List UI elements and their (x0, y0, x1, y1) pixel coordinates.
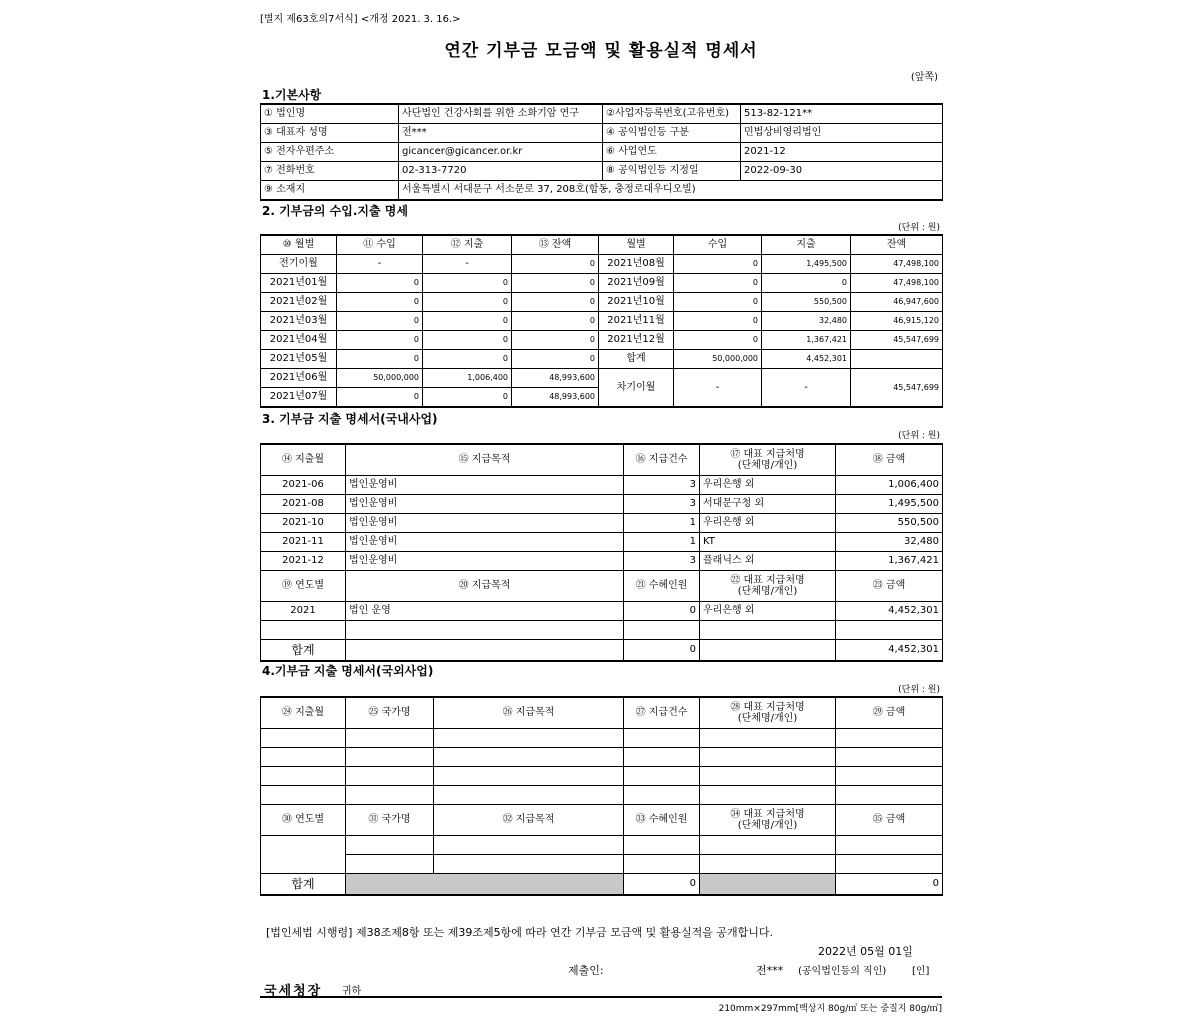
total-label: 합계 (261, 640, 346, 662)
total-label: 합계 (599, 350, 674, 369)
expense-cell: - (423, 255, 512, 274)
table-row (261, 104, 943, 124)
field-value: 민법상비영리법인 (741, 124, 943, 143)
header-cell: ⑳ 지급목적 (346, 571, 624, 602)
header-line: ㉒ 대표 지급처명 (730, 575, 805, 586)
header-cell: 지출 (762, 235, 851, 255)
table-row (261, 274, 943, 293)
carryover-label: 차기이월 (599, 369, 674, 408)
table-row (261, 369, 943, 388)
header-cell: ⑮ 지급목적 (346, 444, 624, 476)
month-cell: 2021년09월 (599, 274, 674, 293)
empty-cell (700, 621, 836, 640)
table-row (261, 552, 943, 571)
balance-cell: 0 (512, 255, 599, 274)
seal-mark: [인] (912, 966, 930, 977)
month-cell: 2021년10월 (599, 293, 674, 312)
month-cell: 2021-08 (261, 495, 346, 514)
header-cell: ㉚ 연도별 (261, 805, 346, 836)
count-cell: 1 (624, 514, 700, 533)
header-cell (700, 571, 836, 602)
submission-date: 2022년 05월 01일 (818, 945, 913, 958)
table-row (261, 621, 943, 640)
total-count: 0 (624, 640, 700, 662)
legal-statement: [법인세법 시행령] 제38조제8항 또는 제39조제5항에 따라 연간 기부금 모금액 및 활용실적을 공개합니다. (266, 926, 773, 939)
expense-cell: 0 (423, 331, 512, 350)
income-cell: - (674, 369, 762, 408)
balance-cell: 0 (512, 293, 599, 312)
income-cell: 0 (337, 293, 423, 312)
amount-cell: 550,500 (836, 514, 943, 533)
empty-cell (346, 640, 624, 662)
expense-cell: - (762, 369, 851, 408)
header-cell: ㉙ 금액 (836, 697, 943, 729)
submitter-role: (공익법인등의 직인) (798, 966, 887, 977)
month-cell: 2021년01월 (261, 274, 337, 293)
header-line: (단체명/개인) (737, 460, 798, 471)
total-row (261, 874, 943, 896)
addressee: 국세청장 (264, 984, 323, 999)
expense-cell: 1,006,400 (423, 369, 512, 388)
section4-title: 4.기부금 지출 명세서(국외사업) (262, 664, 434, 678)
front-side-label: (앞쪽) (910, 72, 938, 83)
income-cell: 0 (674, 312, 762, 331)
balance-cell: 48,993,600 (512, 388, 599, 408)
balance-cell: 47,498,100 (851, 274, 943, 293)
expense-cell: 0 (762, 274, 851, 293)
header-cell: ㉑ 수혜인원 (624, 571, 700, 602)
balance-cell: 47,498,100 (851, 255, 943, 274)
amount-cell: 1,367,421 (836, 552, 943, 571)
total-row (261, 640, 943, 662)
year-cell: 2021 (261, 602, 346, 621)
expense-cell: 1,495,500 (762, 255, 851, 274)
field-label: ⑨ 소재지 (261, 181, 399, 201)
month-cell: 2021-11 (261, 533, 346, 552)
balance-cell: 46,947,600 (851, 293, 943, 312)
header-cell: ㉔ 지출월 (261, 697, 346, 729)
section2-title: 2. 기부금의 수입.지출 명세 (262, 204, 408, 218)
field-value: 사단법인 건강사회를 위한 소화기암 연구 (399, 104, 603, 124)
field-label: ③ 대표자 성명 (261, 124, 399, 143)
table-row (261, 476, 943, 495)
shaded-cell (700, 874, 836, 896)
header-cell (700, 805, 836, 836)
header-cell: 월별 (599, 235, 674, 255)
section3-title: 3. 기부금 지출 명세서(국내사업) (262, 412, 438, 426)
month-cell: 2021년11월 (599, 312, 674, 331)
header-cell: ⑬ 잔액 (512, 235, 599, 255)
payee-cell: 우리은행 외 (700, 514, 836, 533)
total-label: 합계 (261, 874, 346, 896)
table-row (261, 293, 943, 312)
payee-cell: KT (700, 533, 836, 552)
income-cell: 0 (337, 331, 423, 350)
expense-cell: 32,480 (762, 312, 851, 331)
header-cell: ⑩ 월별 (261, 235, 337, 255)
income-expense-table (260, 234, 943, 408)
month-cell: 2021-10 (261, 514, 346, 533)
header-cell: ⑫ 지출 (423, 235, 512, 255)
header-cell: ⑱ 금액 (836, 444, 943, 476)
submitter-label: 제출인: (568, 964, 604, 977)
amount-cell: 32,480 (836, 533, 943, 552)
shaded-cell (346, 874, 624, 896)
count-cell: 3 (624, 552, 700, 571)
basic-info-table (260, 103, 943, 201)
unit-label: (단위 : 원) (898, 223, 940, 233)
table-row (261, 748, 943, 767)
expense-cell: 0 (423, 293, 512, 312)
month-cell: 2021년08월 (599, 255, 674, 274)
unit-label: (단위 : 원) (898, 431, 940, 441)
header-cell: ⑭ 지출월 (261, 444, 346, 476)
form-reference: [별지 제63호의7서식] <개정 2021. 3. 16.> (260, 14, 461, 25)
count-cell: 1 (624, 533, 700, 552)
table-row (261, 255, 943, 274)
table-header-row (261, 235, 943, 255)
income-cell: 50,000,000 (337, 369, 423, 388)
field-value: 2022-09-30 (741, 162, 943, 181)
month-cell: 2021년02월 (261, 293, 337, 312)
field-value: 서울특별시 서대문구 서소문로 37, 208호(합동, 충정로대우디오빌) (399, 181, 943, 201)
empty-cell (700, 640, 836, 662)
amount-cell: 1,006,400 (836, 476, 943, 495)
page-title: 연간 기부금 모금액 및 활용실적 명세서 (444, 41, 758, 61)
month-cell: 2021-06 (261, 476, 346, 495)
table-row (261, 729, 943, 748)
count-cell: 3 (624, 476, 700, 495)
payee-cell: 우리은행 외 (700, 476, 836, 495)
addressee-suffix: 귀하 (342, 986, 362, 997)
field-value: 513-82-121** (741, 104, 943, 124)
header-cell: ㉝ 수혜인원 (624, 805, 700, 836)
table-header-row (261, 444, 943, 476)
header-line: ⑰ 대표 지급처명 (730, 449, 805, 460)
purpose-cell: 법인운영비 (346, 476, 624, 495)
overseas-expense-table (260, 696, 943, 896)
header-cell: ⑪ 수입 (337, 235, 423, 255)
section1-title: 1.기본사항 (262, 88, 322, 102)
income-cell: 50,000,000 (674, 350, 762, 369)
month-cell: 2021년07월 (261, 388, 337, 408)
field-label: ⑧ 공익법인등 지정일 (603, 162, 741, 181)
field-value: 전*** (399, 124, 603, 143)
balance-cell: 45,547,699 (851, 369, 943, 408)
header-line: ㉞ 대표 지급처명 (730, 809, 805, 820)
income-cell: 0 (674, 255, 762, 274)
table-row (261, 181, 943, 201)
expense-cell: 550,500 (762, 293, 851, 312)
expense-cell: 1,367,421 (762, 331, 851, 350)
payee-cell: 플래닉스 외 (700, 552, 836, 571)
balance-cell (851, 350, 943, 369)
table-row (261, 855, 943, 874)
income-cell: 0 (674, 331, 762, 350)
field-label: ④ 공익법인등 구분 (603, 124, 741, 143)
payee-cell: 우리은행 외 (700, 602, 836, 621)
field-value: 02-313-7720 (399, 162, 603, 181)
submitter-name: 전*** (756, 964, 784, 977)
month-cell: 2021년05월 (261, 350, 337, 369)
purpose-cell: 법인운영비 (346, 495, 624, 514)
field-label: ⑥ 사업연도 (603, 143, 741, 162)
field-label: ②사업자등록번호(고유번호) (603, 104, 741, 124)
header-cell: ㉖ 지급목적 (434, 697, 624, 729)
balance-cell: 48,993,600 (512, 369, 599, 388)
expense-cell: 0 (423, 274, 512, 293)
balance-cell: 46,915,120 (851, 312, 943, 331)
payee-cell: 서대문구청 외 (700, 495, 836, 514)
balance-cell: 0 (512, 274, 599, 293)
header-cell: ㉗ 지급건수 (624, 697, 700, 729)
purpose-cell: 법인운영비 (346, 533, 624, 552)
header-line: (단체명/개인) (737, 820, 798, 831)
month-cell: 2021년03월 (261, 312, 337, 331)
table-row (261, 312, 943, 331)
income-cell: 0 (337, 274, 423, 293)
header-cell: ⑲ 연도별 (261, 571, 346, 602)
header-cell (700, 697, 836, 729)
empty-cell (836, 621, 943, 640)
count-cell: 3 (624, 495, 700, 514)
header-cell: ㉕ 국가명 (346, 697, 434, 729)
domestic-expense-table (260, 443, 943, 662)
table-row (261, 143, 943, 162)
header-cell: ㉛ 국가명 (346, 805, 434, 836)
purpose-cell: 법인운영비 (346, 514, 624, 533)
month-cell: 전기이월 (261, 255, 337, 274)
empty-cell (346, 621, 624, 640)
table-row (261, 514, 943, 533)
table-header-row (261, 571, 943, 602)
paper-spec: 210mm×297mm[백상지 80g/㎡ 또는 중질지 80g/㎡] (260, 996, 942, 1014)
income-cell: 0 (674, 293, 762, 312)
field-label: ⑦ 전화번호 (261, 162, 399, 181)
income-cell: - (337, 255, 423, 274)
field-label: ① 법인명 (261, 104, 399, 124)
balance-cell: 0 (512, 331, 599, 350)
header-cell (700, 444, 836, 476)
header-cell: ⑯ 지급건수 (624, 444, 700, 476)
field-value: 2021-12 (741, 143, 943, 162)
month-cell: 2021-12 (261, 552, 346, 571)
total-count: 0 (624, 874, 700, 896)
header-line: (단체명/개인) (737, 713, 798, 724)
table-header-row (261, 697, 943, 729)
header-cell: 수입 (674, 235, 762, 255)
table-row (261, 602, 943, 621)
balance-cell: 0 (512, 350, 599, 369)
balance-cell: 45,547,699 (851, 331, 943, 350)
table-header-row (261, 805, 943, 836)
table-row (261, 533, 943, 552)
header-cell: ㉓ 금액 (836, 571, 943, 602)
field-label: ⑤ 전자우편주소 (261, 143, 399, 162)
purpose-cell: 법인 운영 (346, 602, 624, 621)
expense-cell: 0 (423, 312, 512, 331)
expense-cell: 0 (423, 388, 512, 408)
table-row (261, 124, 943, 143)
table-row (261, 331, 943, 350)
header-cell: 잔액 (851, 235, 943, 255)
month-cell: 2021년06월 (261, 369, 337, 388)
income-cell: 0 (337, 350, 423, 369)
table-row (261, 786, 943, 805)
month-cell: 2021년12월 (599, 331, 674, 350)
table-row (261, 767, 943, 786)
amount-cell: 4,452,301 (836, 602, 943, 621)
income-cell: 0 (337, 312, 423, 331)
header-cell: ㉟ 금액 (836, 805, 943, 836)
amount-cell: 1,495,500 (836, 495, 943, 514)
expense-cell: 4,452,301 (762, 350, 851, 369)
empty-cell (261, 621, 346, 640)
total-amount: 4,452,301 (836, 640, 943, 662)
header-line: ㉘ 대표 지급처명 (730, 702, 805, 713)
empty-cell (624, 621, 700, 640)
count-cell: 0 (624, 602, 700, 621)
header-cell: ㉜ 지급목적 (434, 805, 624, 836)
month-cell: 2021년04월 (261, 331, 337, 350)
expense-cell: 0 (423, 350, 512, 369)
header-line: (단체명/개인) (737, 586, 798, 597)
total-amount: 0 (836, 874, 943, 896)
balance-cell: 0 (512, 312, 599, 331)
income-cell: 0 (674, 274, 762, 293)
field-value: gicancer@gicancer.or.kr (399, 143, 603, 162)
table-row (261, 162, 943, 181)
table-row (261, 836, 943, 855)
table-row (261, 350, 943, 369)
unit-label: (단위 : 원) (898, 685, 940, 695)
income-cell: 0 (337, 388, 423, 408)
table-row (261, 495, 943, 514)
purpose-cell: 법인운영비 (346, 552, 624, 571)
